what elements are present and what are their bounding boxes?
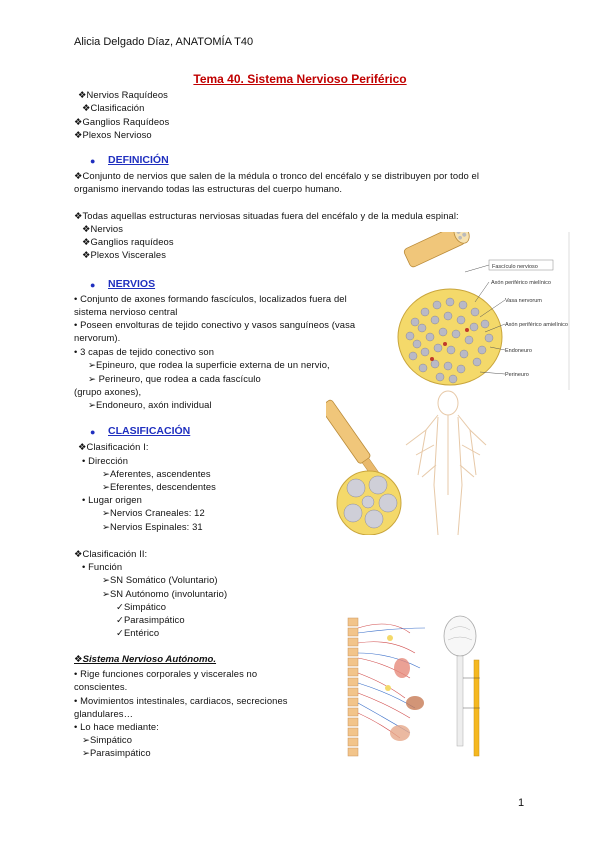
clasificacion-text: • Lugar origen bbox=[82, 494, 142, 505]
sna-text: • Rige funciones corporales y viscerales no bbox=[74, 668, 258, 679]
toc-item: ❖Clasificación bbox=[82, 102, 145, 113]
figure-label: Vasa nervorum bbox=[505, 298, 542, 304]
clasificacion-item: ➢Eferentes, descendentes bbox=[102, 481, 216, 492]
nervios-text: (grupo axones), bbox=[74, 386, 142, 397]
definition-item: ❖Nervios bbox=[82, 223, 123, 234]
figure-label: Perineuro bbox=[505, 372, 529, 378]
nerve-cross-section-illustration bbox=[395, 232, 570, 390]
page-title: Tema 40. Sistema Nervioso Periférico bbox=[193, 72, 407, 86]
clasificacion-subitem: ✓Simpático bbox=[116, 601, 167, 612]
figure-label: Fascículo nervioso bbox=[492, 264, 538, 270]
clasificacion-text: • Dirección bbox=[82, 455, 129, 466]
clasificacion-item: ➢Nervios Espinales: 31 bbox=[102, 521, 203, 532]
nervios-layer: ➢Endoneuro, axón individual bbox=[88, 399, 212, 410]
sna-heading: ❖Sistema Nervioso Autónomo. bbox=[74, 654, 217, 665]
clasificacion-text: • Función bbox=[82, 561, 123, 572]
page-number: 1 bbox=[518, 797, 525, 809]
autonomic-nervous-system-illustration bbox=[330, 608, 490, 768]
sna-text: • Lo hace mediante: bbox=[74, 721, 159, 732]
page-header: Alicia Delgado Díaz, ANATOMÍA T40 bbox=[74, 36, 254, 48]
section-bullet: ● bbox=[90, 427, 96, 437]
clasificacion-subitem: ✓Parasimpático bbox=[116, 614, 185, 625]
nervios-text: • 3 capas de tejido conectivo son bbox=[74, 346, 215, 357]
nervios-text: • Conjunto de axones formando fascículos, localizados fuera del bbox=[74, 293, 347, 304]
body-nerves-illustration bbox=[326, 385, 496, 535]
nervios-text: nervorum). bbox=[74, 332, 121, 343]
toc-item: ❖Plexos Nervioso bbox=[74, 129, 152, 140]
clasificacion-text: ❖Clasificación I: bbox=[78, 441, 149, 452]
nervios-layer: ➢ Perineuro, que rodea a cada fascículo bbox=[88, 373, 261, 384]
clasificacion-item: ➢Nervios Craneales: 12 bbox=[102, 507, 205, 518]
section-heading-clasificacion: CLASIFICACIÓN bbox=[108, 425, 191, 437]
sna-item: ➢Parasimpático bbox=[82, 747, 151, 758]
sna-text: • Movimientos intestinales, cardiacos, secreciones bbox=[74, 695, 288, 706]
figure-label: Axón periférico amielínico bbox=[505, 322, 568, 328]
figure-label: Axón periférico mielínico bbox=[491, 280, 551, 286]
toc-item: ❖Nervios Raquídeos bbox=[78, 89, 168, 100]
definition-text: organismo inervando todas las estructuras del cuerpo humano. bbox=[74, 183, 343, 194]
section-bullet: ● bbox=[90, 156, 96, 166]
definition-item: ❖Ganglios raquídeos bbox=[82, 236, 174, 247]
sna-item: ➢Simpático bbox=[82, 734, 133, 745]
sna-text: glandulares… bbox=[74, 708, 134, 719]
clasificacion-item: ➢SN Somático (Voluntario) bbox=[102, 574, 218, 585]
definition-item: ❖Plexos Viscerales bbox=[82, 249, 167, 260]
definition-text: ❖Conjunto de nervios que salen de la médula o tronco del encéfalo y se distribuyen por todo el bbox=[74, 170, 480, 181]
section-heading-definicion: DEFINICIÓN bbox=[108, 154, 169, 166]
clasificacion-text: ❖Clasificación II: bbox=[74, 548, 148, 559]
section-heading-nervios: NERVIOS bbox=[108, 278, 156, 290]
section-bullet: ● bbox=[90, 280, 96, 290]
nervios-text: sistema nervioso central bbox=[74, 306, 178, 317]
clasificacion-subitem: ✓Entérico bbox=[116, 627, 160, 638]
nervios-text: • Poseen envolturas de tejido conectivo y vasos sanguíneos (vasa bbox=[74, 319, 356, 330]
sna-text: conscientes. bbox=[74, 681, 128, 692]
clasificacion-item: ➢Aferentes, ascendentes bbox=[102, 468, 211, 479]
definition-text: ❖Todas aquellas estructuras nerviosas situadas fuera del encéfalo y de la medula espinal: bbox=[74, 210, 459, 221]
toc-item: ❖Ganglios Raquídeos bbox=[74, 116, 170, 127]
figure-label: Endoneuro bbox=[505, 348, 532, 354]
clasificacion-item: ➢SN Autónomo (involuntario) bbox=[102, 588, 228, 599]
nervios-layer: ➢Epineuro, que rodea la superficie externa de un nervio, bbox=[88, 359, 330, 370]
